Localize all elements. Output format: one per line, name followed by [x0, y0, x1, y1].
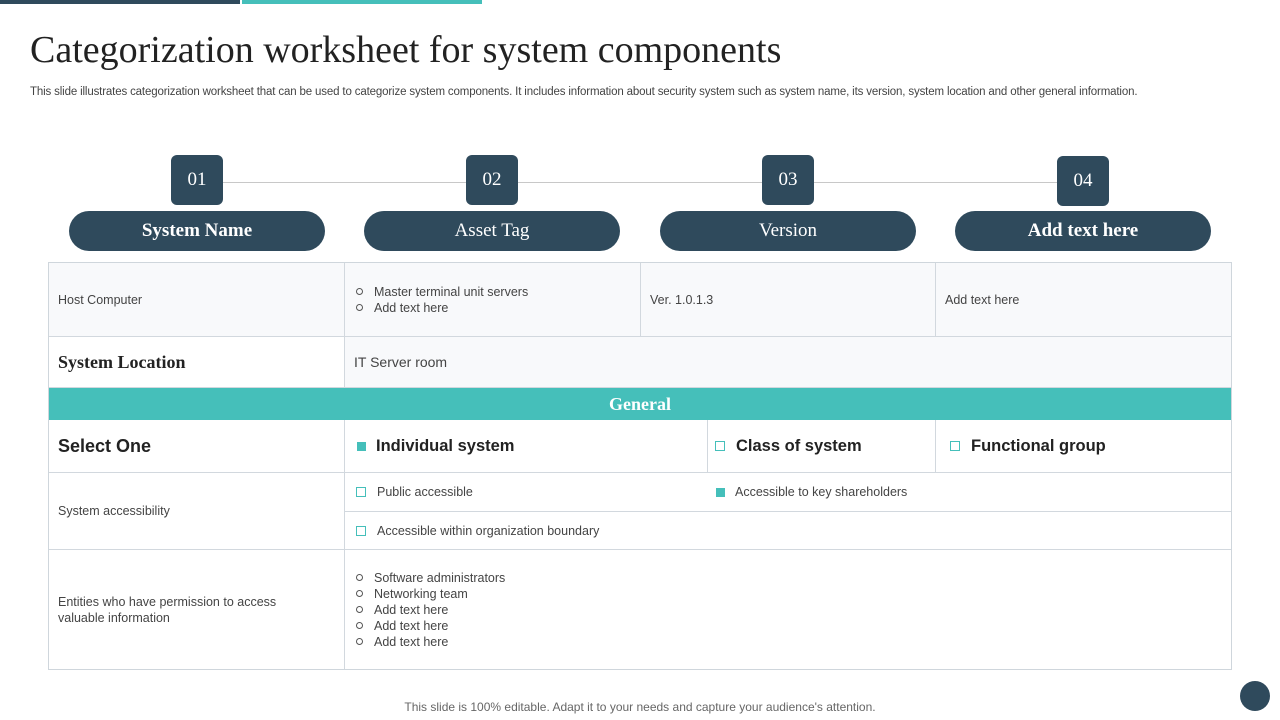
step-number-03: 03 — [762, 155, 814, 205]
header-pill-asset-tag: Asset Tag — [364, 211, 620, 251]
select-one-label: Select One — [58, 435, 152, 456]
cell-access-options-1 — [345, 473, 1231, 512]
cell-select-one-label — [49, 420, 345, 473]
general-section-header: General — [49, 388, 1231, 420]
step-number-02: 02 — [466, 155, 518, 205]
version-text: Ver. 1.0.1.3 — [650, 292, 714, 307]
cell-entities-list — [345, 550, 1231, 669]
entities-label: Entities who have permission to access valuable information — [58, 594, 277, 625]
circle-bullet-icon — [356, 590, 363, 597]
cell-version — [641, 263, 936, 337]
header-pill-version: Version — [660, 211, 916, 251]
cell-access-options-2 — [345, 512, 1231, 550]
step-number-01: 01 — [171, 155, 223, 205]
option-class-of-system[interactable]: Class of system — [708, 420, 936, 473]
system-location-value: IT Server room — [354, 354, 448, 370]
top-accent-bar-dark — [0, 0, 240, 4]
cell-system-accessibility-label — [49, 473, 345, 550]
step-number-04: 04 — [1057, 156, 1109, 206]
worksheet-table — [48, 262, 1232, 670]
circle-bullet-icon — [356, 288, 363, 295]
circle-bullet-icon — [356, 606, 363, 613]
unchecked-square-icon — [356, 487, 366, 497]
list-item: Software administrators — [354, 571, 505, 585]
option-public-accessible[interactable]: Public accessible — [356, 485, 716, 499]
option-accessible-within-org[interactable]: Accessible within organization boundary — [356, 524, 599, 538]
host-computer-text: Host Computer — [58, 292, 143, 307]
corner-circle-icon — [1240, 681, 1270, 711]
list-item: Add text here — [354, 301, 528, 315]
unchecked-square-icon — [715, 441, 725, 451]
cell-host-computer — [49, 263, 345, 337]
cell-system-location-value — [345, 337, 1231, 388]
option-individual-system[interactable]: Individual system — [345, 420, 708, 473]
system-accessibility-label: System accessibility — [58, 504, 170, 518]
list-item: Add text here — [354, 603, 505, 617]
option-functional-group[interactable]: Functional group — [936, 420, 1231, 473]
asset-tag-list — [354, 285, 528, 315]
circle-bullet-icon — [356, 622, 363, 629]
extra-text: Add text here — [945, 292, 1020, 307]
page-subtitle: This slide illustrates categorization worksheet that can be used to categorize system components. It includes information about security system such as system name, its version, system location and other general information. — [30, 86, 1138, 98]
checked-square-icon — [716, 488, 725, 497]
cell-extra — [936, 263, 1231, 337]
header-pill-system-name: System Name — [69, 211, 325, 251]
header-pill-add-text: Add text here — [955, 211, 1211, 251]
cell-entities-label — [49, 550, 345, 669]
unchecked-square-icon — [356, 526, 366, 536]
circle-bullet-icon — [356, 574, 363, 581]
entities-list — [354, 571, 505, 649]
option-accessible-key-shareholders[interactable]: Accessible to key shareholders — [716, 485, 907, 499]
list-item: Master terminal unit servers — [354, 285, 528, 299]
list-item: Networking team — [354, 587, 505, 601]
cell-asset-tag — [345, 263, 641, 337]
checked-square-icon — [357, 442, 366, 451]
list-item: Add text here — [354, 635, 505, 649]
system-location-label: System Location — [58, 351, 186, 372]
page-title: Categorization worksheet for system components — [30, 29, 782, 71]
list-item: Add text here — [354, 619, 505, 633]
top-accent-bar-teal — [242, 0, 482, 4]
circle-bullet-icon — [356, 638, 363, 645]
footer-note: This slide is 100% editable. Adapt it to your needs and capture your audience's attention. — [404, 700, 876, 714]
circle-bullet-icon — [356, 304, 363, 311]
unchecked-square-icon — [950, 441, 960, 451]
cell-system-location-label — [49, 337, 345, 388]
step-connector-line — [197, 182, 1083, 183]
